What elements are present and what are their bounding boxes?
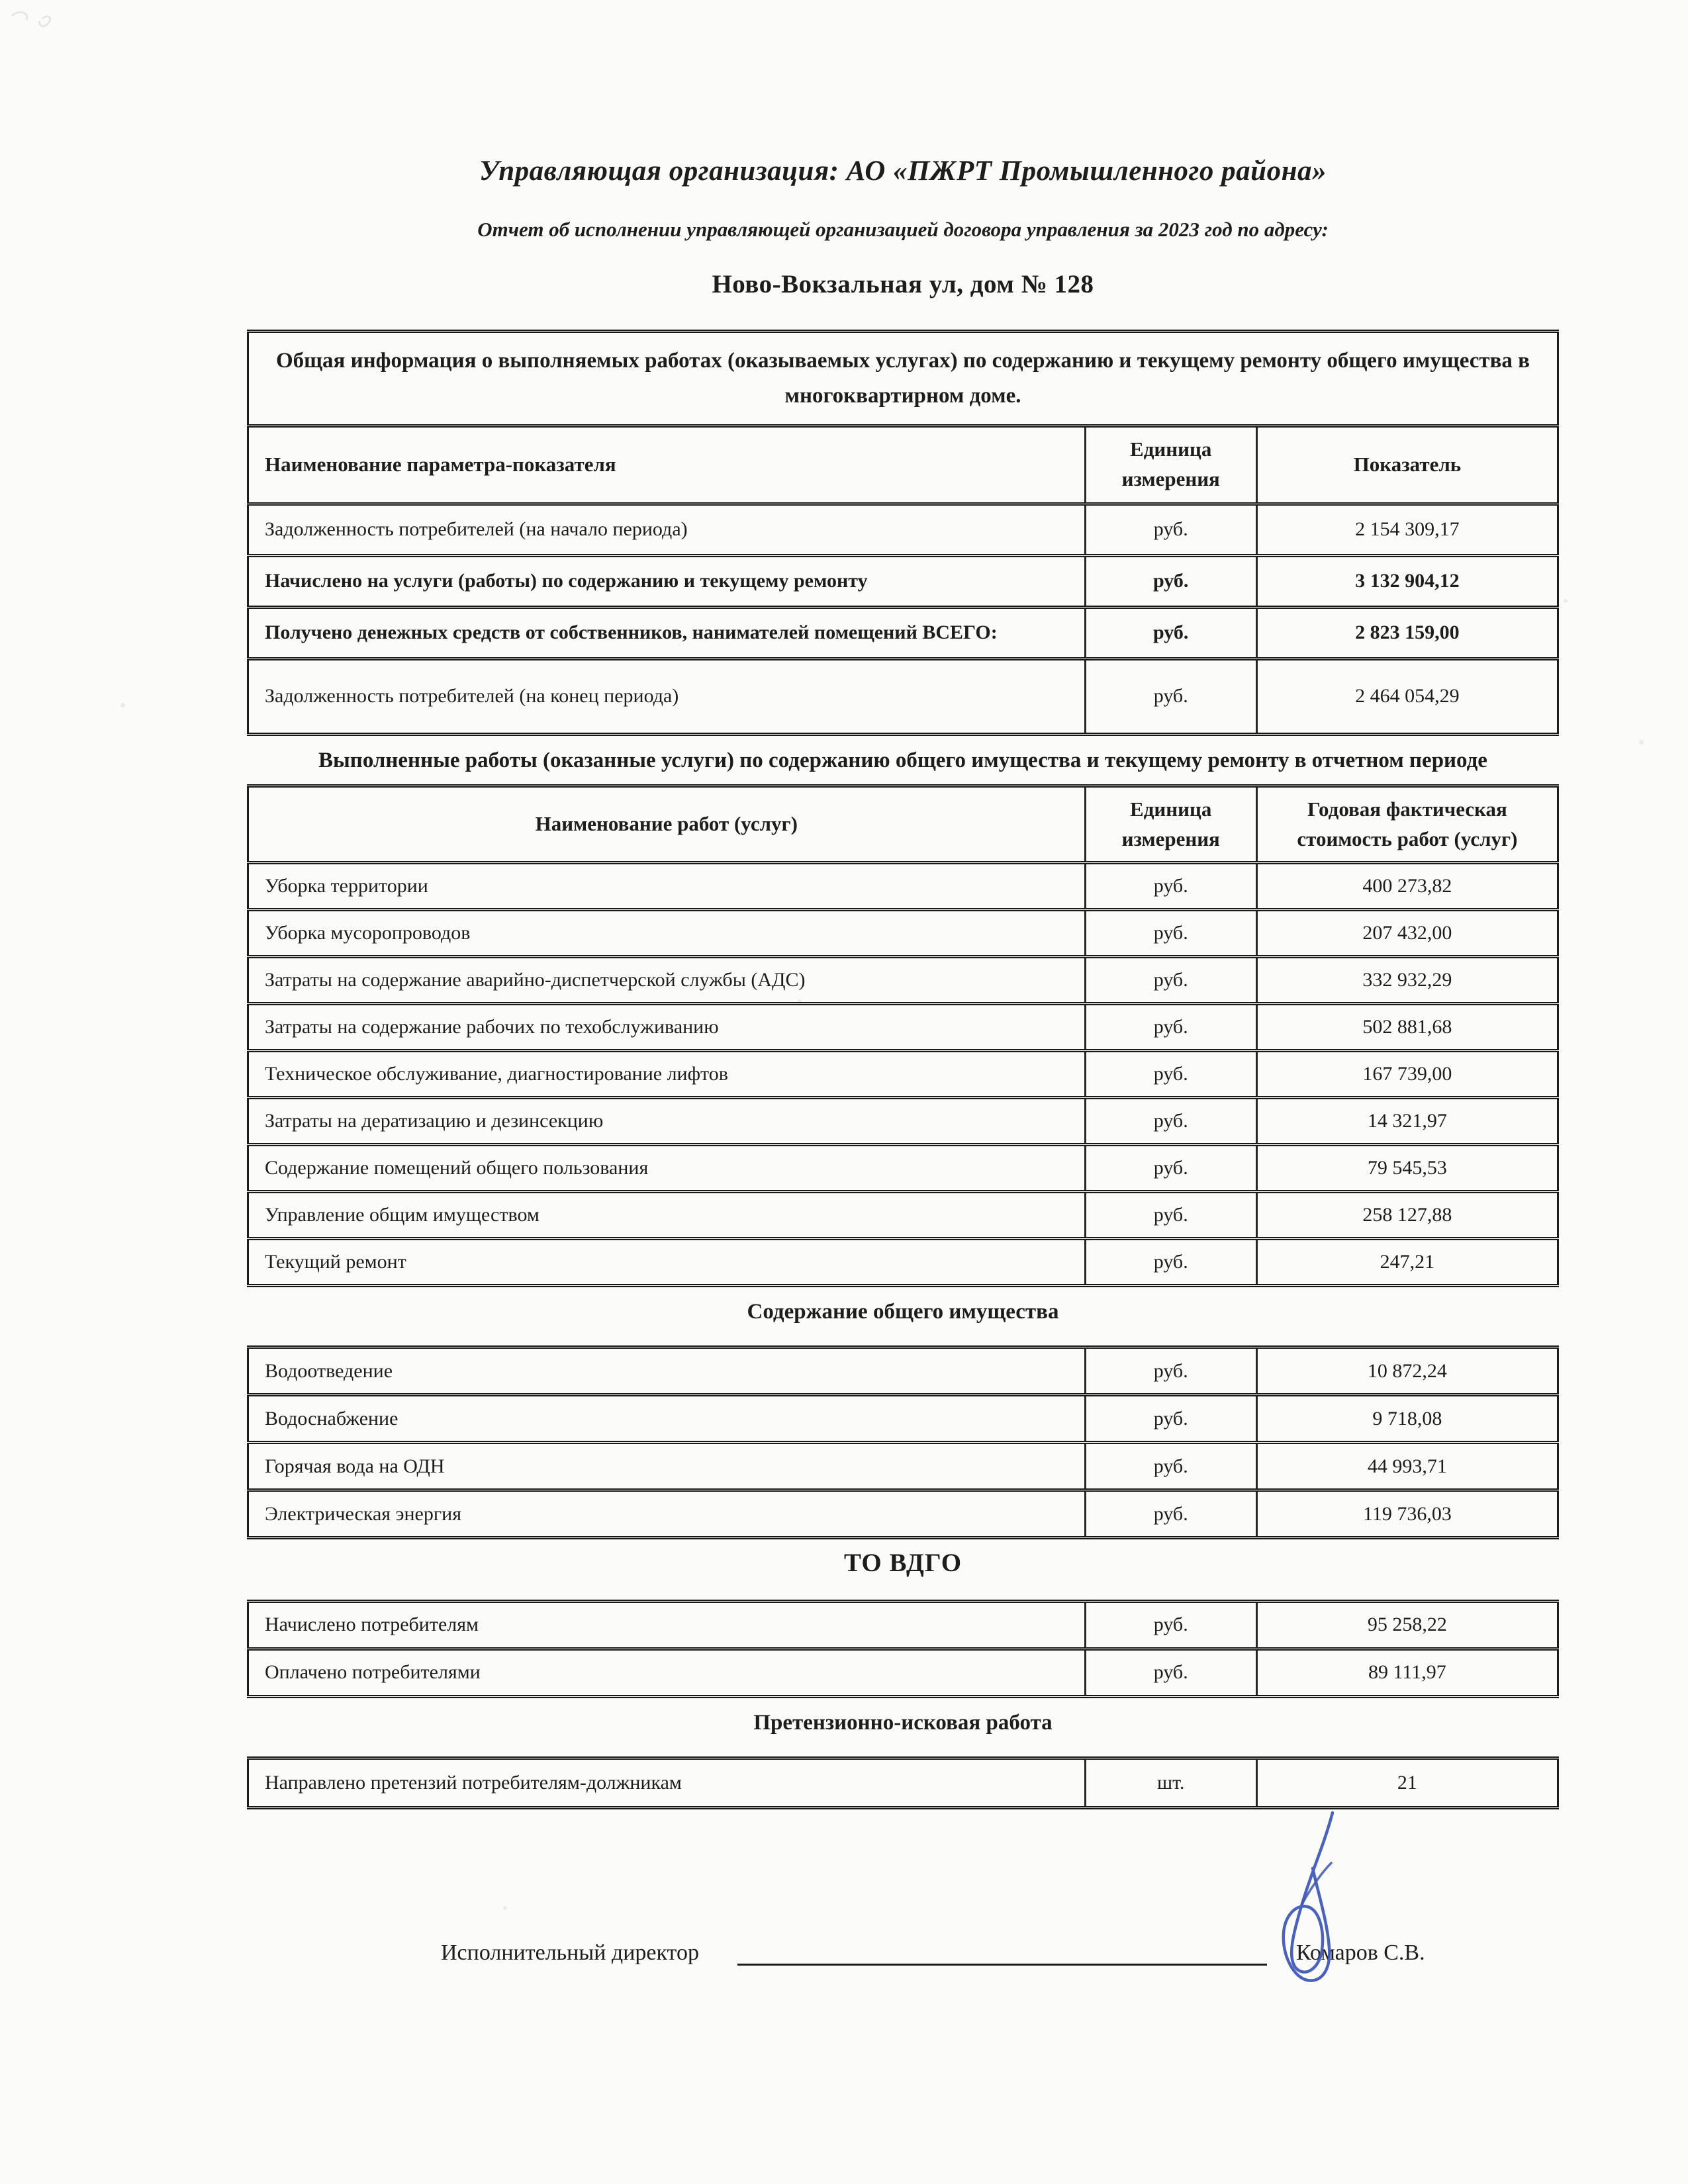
table-row [248,1004,1558,1051]
table-row [248,1239,1558,1286]
table-row [248,957,1558,1004]
row-label-cell: Задолженность потребителей (на начало периода) [265,518,688,541]
table-column-header-row [248,786,1558,863]
row-value-cell: 89 111,97 [1256,1649,1558,1696]
row-unit-cell: руб. [1085,1098,1256,1145]
row-value-cell: 207 432,00 [1256,910,1558,957]
table-row [248,1098,1558,1145]
row-unit-cell: руб. [1085,1601,1256,1649]
data-table-0 [247,330,1559,736]
table-row [248,1443,1558,1490]
row-value-cell: 14 321,97 [1256,1098,1558,1145]
row-unit-cell: руб. [1085,1051,1256,1098]
section-heading-1: Выполненные работы (оказанные услуги) по содержанию общего имущества и текущему ремонту в отчетном периоде [318,748,1487,772]
row-label-cell: Содержание помещений общего пользования [265,1157,649,1179]
row-label-cell: Водоснабжение [265,1407,399,1430]
document-content [247,0,1559,1966]
row-unit-cell: руб. [1085,1395,1256,1443]
table-row [248,1347,1558,1395]
row-label-cell: Текущий ремонт [265,1251,406,1273]
row-unit-cell: руб. [1085,1239,1256,1286]
signature-block [441,1910,1559,1966]
row-value-cell: 502 881,68 [1256,1004,1558,1051]
row-label-cell: Техническое обслуживание, диагностирование лифтов [265,1063,728,1085]
table-row [248,1051,1558,1098]
signature-role-label: Исполнительный директор [441,1940,699,1965]
data-table-4 [247,1756,1559,1809]
table-row [248,863,1558,910]
table-merged-header: Общая информация о выполняемых работах (оказываемых услугах) по содержанию и текущему ремонту общего имущества в многоквартирном доме. [275,349,1530,408]
row-unit-cell: руб. [1085,1490,1256,1538]
row-unit-cell: шт. [1085,1758,1256,1807]
row-unit-cell: руб. [1085,910,1256,957]
section-heading-3: ТО ВДГО [843,1549,962,1578]
row-label-cell: Оплачено потребителями [265,1661,481,1684]
scan-speck [120,703,125,707]
row-value-cell: 3 132 904,12 [1256,555,1558,607]
section-heading-2: Содержание общего имущества [747,1300,1059,1324]
row-value-cell: 10 872,24 [1256,1347,1558,1395]
sections [247,330,1559,1809]
row-unit-cell: руб. [1085,863,1256,910]
row-value-cell: 2 823 159,00 [1256,607,1558,659]
row-unit-cell: руб. [1085,1649,1256,1696]
row-value-cell: 332 932,29 [1256,957,1558,1004]
row-value-cell: 247,21 [1256,1239,1558,1286]
table-row [248,1395,1558,1443]
row-unit-cell: руб. [1085,1443,1256,1490]
row-label-cell: Горячая вода на ОДН [265,1455,445,1477]
row-label-cell: Затраты на дератизацию и дезинсекцию [265,1110,604,1132]
row-label-cell: Начислено потребителям [265,1614,479,1636]
row-label-cell: Уборка мусоропроводов [265,922,471,944]
row-unit-cell: руб. [1085,957,1256,1004]
row-label-cell: Начислено на услуги (работы) по содержанию и текущему ремонту [265,570,868,592]
row-value-cell: 9 718,08 [1256,1395,1558,1443]
column-header-2: Показатель [1256,426,1558,504]
page-subtitle: Отчет об исполнении управляющей организацией договора управления за 2023 год по адресу: [477,218,1329,241]
signature-signer-name: Комаров С.В. [1295,1940,1425,1965]
row-label-cell: Затраты на содержание аварийно-диспетчерской службы (АДС) [265,969,806,991]
table-row [248,1145,1558,1192]
row-value-cell: 21 [1256,1758,1558,1807]
row-label-cell: Задолженность потребителей (на конец периода) [265,685,679,707]
row-label-cell: Управление общим имуществом [265,1204,539,1226]
row-unit-cell: руб. [1085,555,1256,607]
column-header-0: Наименование параметра-показателя [265,452,616,476]
table-row [248,504,1558,555]
row-value-cell: 167 739,00 [1256,1051,1558,1098]
row-value-cell: 2 464 054,29 [1256,659,1558,734]
data-table-1 [247,784,1559,1287]
row-unit-cell: руб. [1085,504,1256,555]
table-row [248,1601,1558,1649]
data-table-2 [247,1345,1559,1539]
row-label-cell: Электрическая энергия [265,1502,462,1525]
row-value-cell: 44 993,71 [1256,1443,1558,1490]
row-value-cell: 79 545,53 [1256,1145,1558,1192]
row-unit-cell: руб. [1085,607,1256,659]
table-row [248,659,1558,734]
row-unit-cell: руб. [1085,1192,1256,1239]
row-label-cell: Затраты на содержание рабочих по техобслуживанию [265,1016,719,1038]
table-row [248,555,1558,607]
column-header-2: Годовая фактическая стоимость работ (услуг) [1256,786,1558,863]
row-unit-cell: руб. [1085,1347,1256,1395]
table-row [248,910,1558,957]
table-row [248,1758,1558,1807]
row-value-cell: 2 154 309,17 [1256,504,1558,555]
row-label-cell: Направлено претензий потребителям-должникам [265,1771,682,1794]
data-table-3 [247,1600,1559,1698]
handwritten-signature [1219,1807,1384,1993]
table-row [248,607,1558,659]
column-header-1: Единица измерения [1085,786,1256,863]
table-row [248,1192,1558,1239]
row-label-cell: Уборка территории [265,875,428,897]
scan-speck [1564,599,1568,603]
page-address: Ново-Вокзальная ул, дом № 128 [712,270,1094,298]
scan-speck [1639,740,1644,745]
signature-line [737,1937,1267,1966]
row-unit-cell: руб. [1085,659,1256,734]
table-column-header-row [248,426,1558,504]
row-unit-cell: руб. [1085,1004,1256,1051]
scan-smudge [9,7,56,46]
column-header-0: Наименование работ (услуг) [535,812,798,836]
table-row [248,1649,1558,1696]
row-unit-cell: руб. [1085,1145,1256,1192]
row-value-cell: 258 127,88 [1256,1192,1558,1239]
column-header-1: Единица измерения [1085,426,1256,504]
page-title: Управляющая организация: АО «ПЖРТ Промышленного района» [479,156,1327,187]
table-row [248,1490,1558,1538]
section-heading-4: Претензионно-исковая работа [753,1710,1053,1735]
table-merged-header-row [248,332,1558,426]
row-label-cell: Получено денежных средств от собственников, нанимателей помещений ВСЕГО: [265,621,998,644]
row-value-cell: 95 258,22 [1256,1601,1558,1649]
row-value-cell: 119 736,03 [1256,1490,1558,1538]
row-label-cell: Водоотведение [265,1359,393,1382]
row-value-cell: 400 273,82 [1256,863,1558,910]
